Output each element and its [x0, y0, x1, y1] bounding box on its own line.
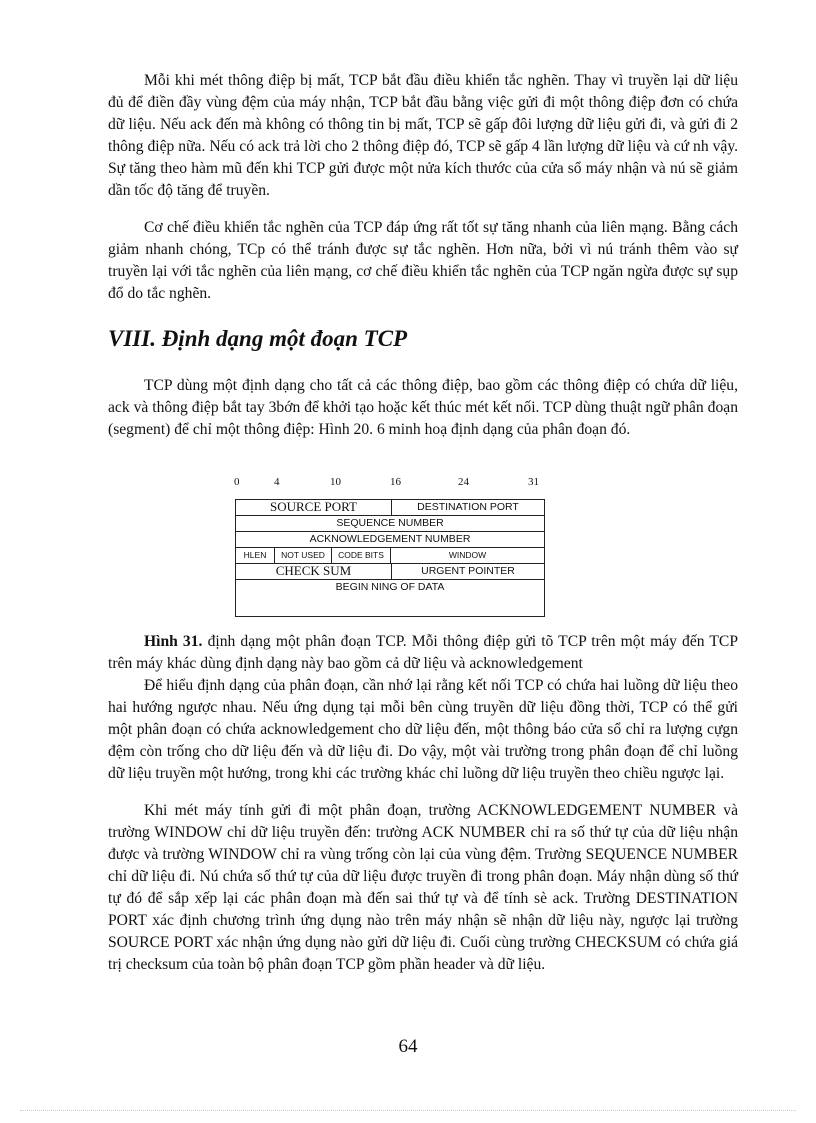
document-page: [108, 70, 738, 976]
paragraph: Cơ chế điều khiển tắc nghẽn của TCP đáp ứng rất tốt sự tăng nhanh của liên mạng. Bằng cách giảm nhanh chóng, TCp có thể tránh được sự tắc nghẽn. Hơn nữa, bởi vì nú tránh thêm vào sự truyền lại với tắc nghẽn của liên mạng, cơ chế điều khiển tắc nghẽn của TCP ngăn ngừa được sự sụp đổ do tắc nghẽn.: [108, 219, 738, 302]
source-port-field: SOURCE PORT: [236, 500, 392, 515]
beginning-of-data-field: BEGIN NING OF DATA: [335, 581, 445, 593]
paragraph: Khi mét máy tính gửi đi một phân đoạn, trường ACKNOWLEDGEMENT NUMBER và trường WINDOW chỉ dữ liệu truyền đến: trường ACK NUMBER chỉ ra số thứ tự của dữ liệu nhận được và trường WINDOW chỉ ra vùng trống còn lại của vùng đệm. Trường SEQUENCE NUMBER chỉ dữ liệu đi. Nú chứa số thứ tự của dữ liệu được truyền đi trong phân đoạn. Máy nhận dùng số thứ tự đó để sắp xếp lại các phân đoạn mà đến sai thứ tự và để tính sè ack. Trường DESTINATION PORT xác định chương trình ứng dụng nào trên máy nhận sẽ nhận dữ liệu này, ngược lại trường SOURCE PORT xác nhận ứng dụng nào gửi dữ liệu đi. Cuối cùng trường CHECKSUM có chứa giá trị checksum của toàn bộ phân đoạn TCP gồm phần header và dữ liệu.: [108, 802, 738, 973]
not-used-field: NOT USED: [275, 548, 332, 563]
caption-label: Hình 31.: [144, 633, 203, 650]
urgent-pointer-field: URGENT POINTER: [421, 565, 515, 577]
bit-tick: 10: [330, 476, 341, 488]
page-bottom-divider: [20, 1110, 796, 1111]
bit-tick: 31: [528, 476, 539, 488]
bit-tick: 16: [390, 476, 401, 488]
code-bits-field: CODE BITS: [332, 548, 391, 563]
hlen-field: HLEN: [236, 548, 275, 563]
segment-format-table: [235, 499, 545, 617]
bit-tick: 4: [274, 476, 280, 488]
tcp-segment-figure: [108, 471, 738, 631]
bit-tick: 24: [458, 476, 469, 488]
sequence-number-field: SEQUENCE NUMBER: [336, 517, 444, 529]
paragraph: Mỗi khi mét thông điệp bị mất, TCP bắt đầu điều khiển tắc nghẽn. Thay vì truyền lại dữ liệu đủ để điền đầy vùng đệm của máy nhận, TCP bắt đầu bằng việc gửi đi một thông điệp đơn có chứa dữ liệu. Nếu ack đến mà không có thông tin bị mất, TCP sẽ gấp đôi lượng dữ liệu gửi đi, và gửi đi 2 thông điệp nữa. Nếu có ack trả lời cho 2 thông điệp đó, TCP sẽ gấp 4 lần lượng dữ liệu và cứ nh vậy. Sự tăng theo hàm mũ đến khi TCP gửi được một nửa kích thước của cửa sổ máy nhận và nú sẽ giảm dần tốc độ tăng để truyền.: [108, 72, 738, 199]
checksum-field: CHECK SUM: [236, 564, 392, 579]
destination-port-field: DESTINATION PORT: [417, 501, 519, 513]
paragraph: TCP dùng một định dạng cho tất cả các thông điệp, bao gồm các thông điệp có chứa dữ liệu, ack và thông điệp bắt tay 3bớn để khởi tạo hoặc kết thúc mét kết nối. TCP dùng thuật ngữ phân đoạn (segment) để chỉ một thông điệp: Hình 20. 6 minh hoạ định dạng của phân đoạn đó.: [108, 377, 738, 438]
section-heading: VIII. Định dạng một đoạn TCP: [108, 326, 408, 351]
bit-ticks: [234, 471, 554, 487]
paragraph: Để hiểu định dạng của phân đoạn, cần nhớ lại rằng kết nối TCP có chứa hai luồng dữ liệu theo hai hướng ngược nhau. Nếu ứng dụng tại mỗi bên cùng truyền dữ liệu đồng thời, TCP có thể gửi một phân đoạn có chứa acknowledgement cho dữ liệu đến, một thông báo cửa sổ chỉ ra lượng cựgn đệm còn trống cho dữ liệu đến và dữ liệu đi. Do vậy, một vài trường trong phân đoạn để chỉ luồng dữ liệu truyền một hướng, trong khi các trường khác chỉ luồng dữ liệu truyền theo chiều ngược lại.: [108, 677, 738, 782]
figure-caption: [108, 631, 738, 675]
page-number: 64: [398, 1036, 418, 1057]
window-field: WINDOW: [448, 550, 487, 560]
caption-text: định dạng một phân đoạn TCP. Mỗi thông điệp gửi tõ TCP trên một máy đến TCP trên máy khác dùng định dạng này bao gồm cả dữ liệu và acknowledgement: [108, 633, 739, 672]
bit-tick: 0: [234, 476, 240, 488]
acknowledgement-number-field: ACKNOWLEDGEMENT NUMBER: [309, 533, 471, 545]
